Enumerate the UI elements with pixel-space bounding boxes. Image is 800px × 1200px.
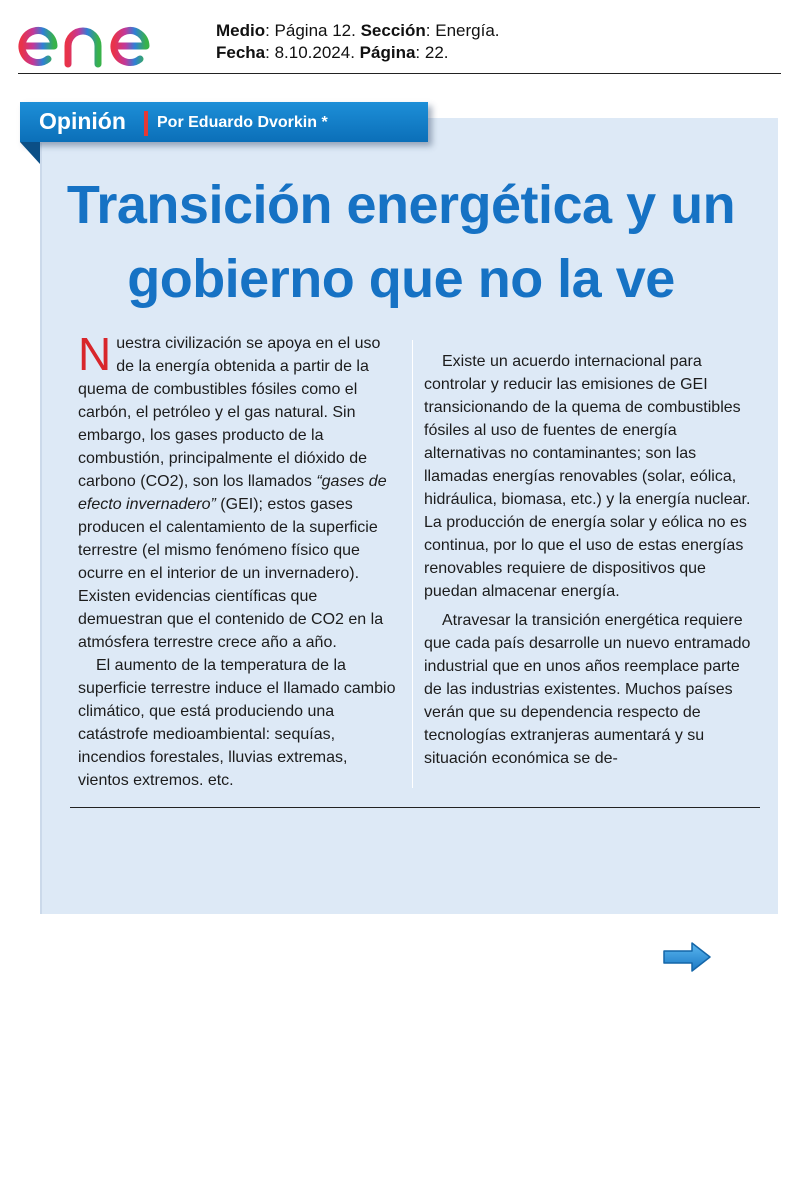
paragraph (78, 328, 400, 654)
meta-medio-value: : Página 12. (265, 21, 361, 40)
paragraph-text: (GEI); estos gases producen el calentamiento de la superficie terrestre (el mismo fenómeno físico que ocurre en el interior de un invernadero). Existen evidencias científicas que demuestran que el contenido de CO2 en la atmósfera terrestre crece año a año. (78, 496, 384, 651)
enel-logo (18, 6, 190, 72)
article-bottom-rule (70, 807, 760, 808)
source-metadata (216, 20, 500, 64)
header-divider (18, 73, 781, 74)
paragraph: El aumento de la temperatura de la superficie terrestre induce el llamado cambio climático, que está produciendo una catástrofe medioambiental: sequías, incendios forestales, lluvias extremas, vientos extremos. etc. (78, 657, 396, 789)
headline-line-2: gobierno que no la ve (127, 249, 675, 309)
section-tab-divider (144, 111, 148, 136)
column-separator (412, 340, 413, 788)
meta-fecha-value: : 8.10.2024. (265, 43, 360, 62)
headline-line-1: Transición energética y un (66, 175, 736, 235)
meta-line-2 (216, 42, 500, 64)
emphasis-text: “gases de efecto invernadero” (78, 473, 387, 513)
drop-cap: N (78, 328, 112, 380)
byline: Por Eduardo Dvorkin * (157, 114, 328, 131)
section-label: Opinión (39, 108, 126, 134)
arrow-right-icon[interactable] (662, 941, 712, 973)
paragraph: Existe un acuerdo internacional para controlar y reducir las emisiones de GEI transicionando de la quema de combustibles fósiles al uso de fuentes de energía alternativas no contaminantes; son las llamadas energías renovables (solar, eólica, hidráulica, biomasa, etc.) y la energía nuclear. La producción de energía solar y eólica no es continua, por lo que el uso de estas energías renovables requiere de dispositivos que puedan almacenar energía. (424, 353, 751, 600)
article-column-1 (78, 328, 400, 792)
meta-medio-label: Medio (216, 21, 266, 40)
section-tab-fold (20, 142, 40, 164)
article-column-2 (424, 350, 754, 770)
article-headline (40, 168, 762, 316)
meta-pagina-value: : 22. (415, 43, 449, 62)
paragraph-text: uestra civilización se apoya en el uso de la energía obtenida a partir de la quema de combustibles fósiles como el carbón, el petróleo y el gas natural. Sin embargo, los gases producto de la combustión, principalmente el dióxido de carbono (CO2), son los llamados (78, 335, 381, 490)
meta-seccion-label: Sección (360, 21, 426, 40)
meta-line-1 (216, 20, 500, 42)
meta-seccion-value: : Energía. (425, 21, 500, 40)
meta-fecha-label: Fecha (216, 43, 266, 62)
meta-pagina-label: Página (359, 43, 416, 62)
paragraph: Atravesar la transición energética requiere que cada país desarrolle un nuevo entramado industrial que en unos años reemplace parte de las industrias existentes. Muchos países verán que su dependencia respecto de tecnologías extranjeras aumentará y su situación económica se de- (424, 612, 751, 767)
